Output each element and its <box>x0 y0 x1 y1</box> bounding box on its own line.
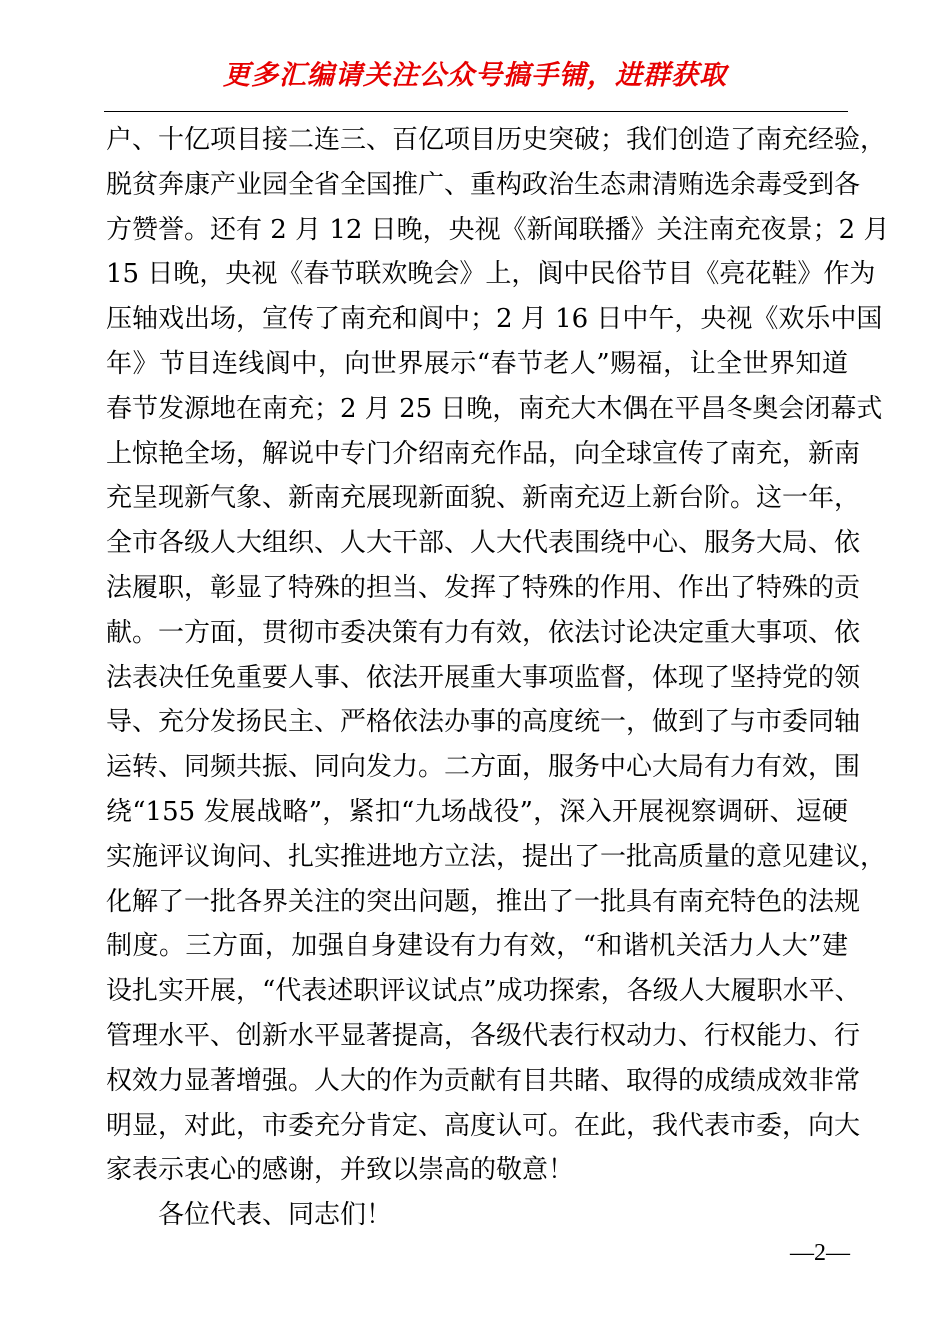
header-divider <box>104 111 848 112</box>
text-line: 化解了一批各界关注的突出问题，推出了一批具有南充特色的法规 <box>106 886 861 917</box>
text-line: 制度。三方面，加强自身建设有力有效，“和谐机关活力人大”建 <box>106 931 848 962</box>
text-line: 上惊艳全场，解说中专门介绍南充作品，向全球宣传了南充，新南 <box>106 438 861 469</box>
text-line: 方赞誉。还有 2 月 12 日晚，央视《新闻联播》关注南充夜景；2 月 <box>106 214 890 245</box>
text-line: 春节发源地在南充；2 月 25 日晚，南充大木偶在平昌冬奥会闭幕式 <box>106 393 883 424</box>
text-line: 实施评议询问、扎实推进地方立法，提出了一批高质量的意见建议， <box>106 841 887 872</box>
text-line: 法表决任免重要人事、依法开展重大事项监督，体现了坚持党的领 <box>106 662 861 693</box>
text-line: 家表示衷心的感谢，并致以崇高的敬意！ <box>106 1155 575 1186</box>
text-line: 脱贫奔康产业园全省全国推广、重构政治生态肃清贿选余毒受到各 <box>106 169 861 200</box>
text-line: 压轴戏出场，宣传了南充和阆中；2 月 16 日中午，央视《欢乐中国 <box>106 304 883 335</box>
header-banner: 更多汇编请关注公众号搞手铺，进群获取 <box>223 60 727 91</box>
text-line: 设扎实开展，“代表述职评议试点”成功探索，各级人大履职水平、 <box>106 976 861 1007</box>
text-line: 充呈现新气象、新南充展现新面貌、新南充迈上新台阶。这一年， <box>106 483 861 514</box>
salutation-line: 各位代表、同志们！ <box>158 1200 393 1231</box>
body-text <box>106 118 890 1238</box>
text-line: 年》节目连线阆中，向世界展示“春节老人”赐福，让全世界知道 <box>106 348 848 379</box>
text-line: 运转、同频共振、同向发力。二方面，服务中心大局有力有效，围 <box>106 752 861 783</box>
text-line: 15 日晚，央视《春节联欢晚会》上，阆中民俗节目《亮花鞋》作为 <box>106 259 876 290</box>
text-line: 管理水平、创新水平显著提高，各级代表行权动力、行权能力、行 <box>106 1020 861 1051</box>
text-line: 绕“155 发展战略”，紧扣“九场战役”，深入开展视察调研、逗硬 <box>106 796 848 827</box>
text-line: 权效力显著增强。人大的作为贡献有目共睹、取得的成绩成效非常 <box>106 1065 861 1096</box>
text-line: 户、十亿项目接二连三、百亿项目历史突破；我们创造了南充经验， <box>106 125 887 155</box>
text-line: 法履职，彰显了特殊的担当、发挥了特殊的作用、作出了特殊的贡 <box>106 572 861 603</box>
text-line: 导、充分发扬民主、严格依法办事的高度统一，做到了与市委同轴 <box>106 707 861 738</box>
text-line: 全市各级人大组织、人大干部、人大代表围绕中心、服务大局、依 <box>106 528 861 559</box>
page-number: —2— <box>790 1240 850 1266</box>
text-line: 明显，对此，市委充分肯定、高度认可。在此，我代表市委，向大 <box>106 1110 861 1141</box>
text-line: 献。一方面，贯彻市委决策有力有效，依法讨论决定重大事项、依 <box>106 617 861 648</box>
